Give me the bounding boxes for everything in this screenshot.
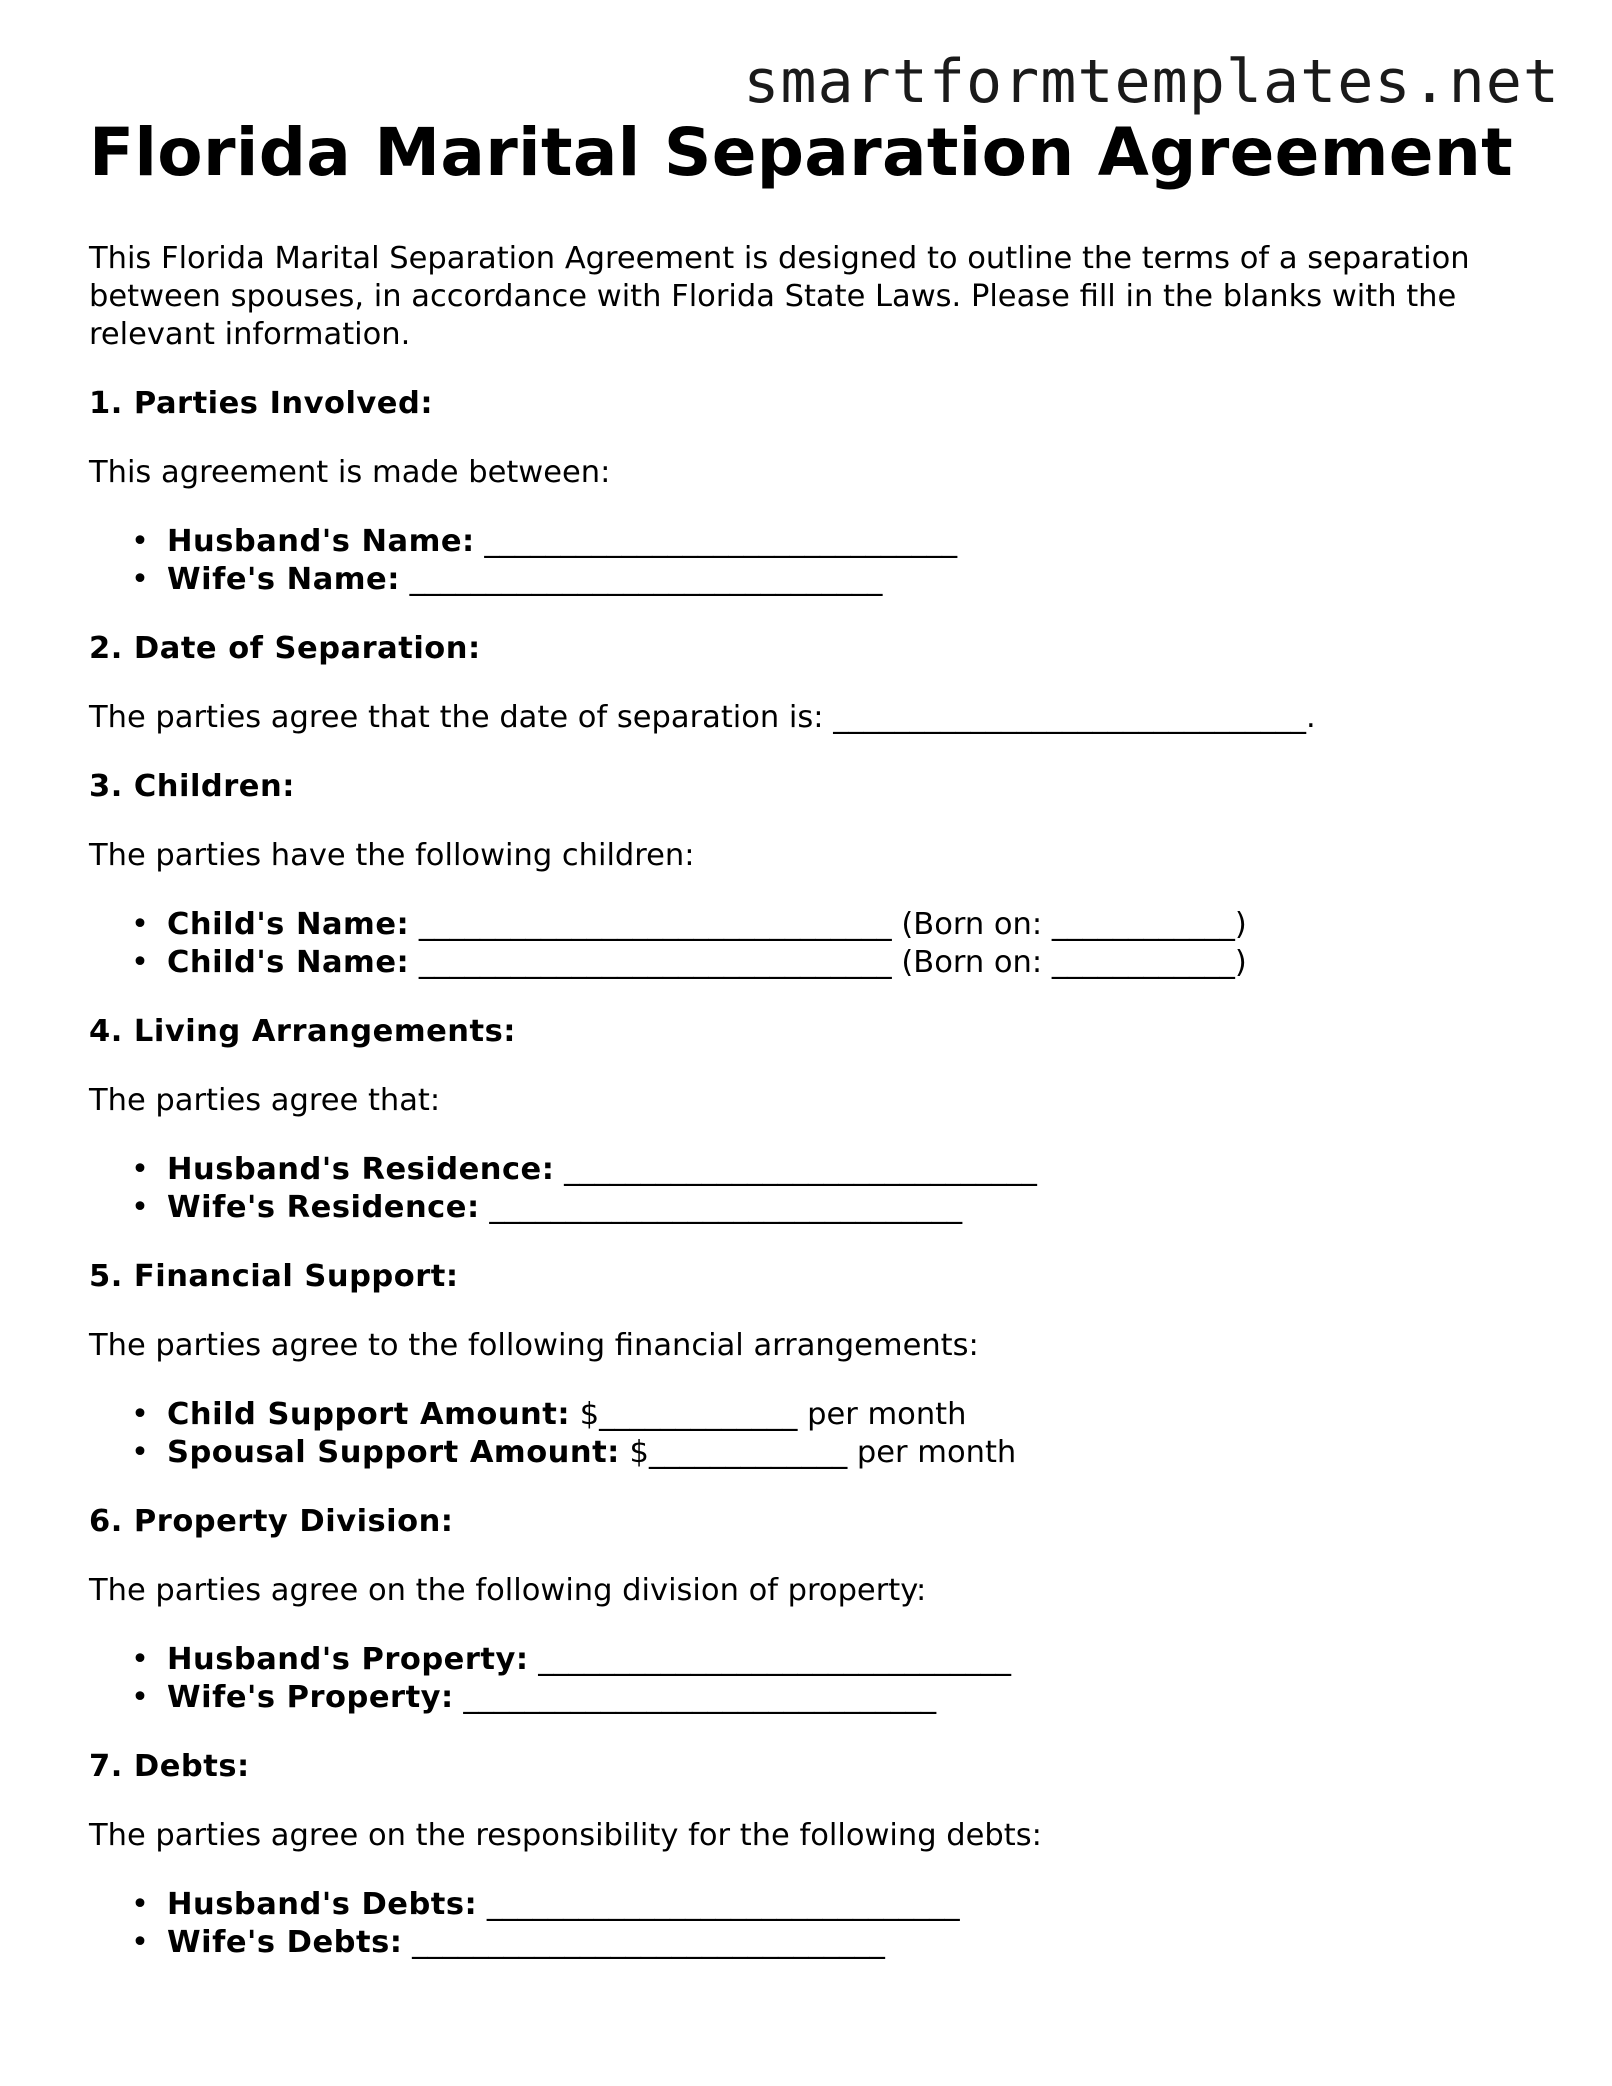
field-list	[89, 1396, 1549, 1472]
field-list	[89, 523, 1549, 599]
page-title: Florida Marital Separation Agreement	[89, 114, 1513, 191]
section-parties-involved	[89, 385, 1549, 599]
section-heading: 7. Debts:	[89, 1749, 250, 1784]
field-blank[interactable]: $_____________ per month	[619, 1435, 1017, 1470]
husband-debts-field[interactable]	[89, 1886, 1549, 1924]
bullet-icon: •	[131, 1887, 149, 1922]
field-label: Husband's Debts:	[167, 1887, 478, 1922]
field-label: Child's Name:	[167, 907, 410, 942]
section-heading: 6. Property Division:	[89, 1504, 454, 1539]
field-blank[interactable]: _______________________________ (Born on: ____________)	[409, 907, 1247, 942]
separation-date-field[interactable]: The parties agree that the date of separation is: _______________________________.	[89, 700, 1316, 735]
husband-residence-field[interactable]	[89, 1151, 1549, 1189]
bullet-icon: •	[131, 562, 149, 597]
bullet-icon: •	[131, 1152, 149, 1187]
field-blank[interactable]: _______________________________	[402, 1925, 885, 1960]
section-heading: 3. Children:	[89, 769, 295, 804]
field-label: Spousal Support Amount:	[167, 1435, 620, 1470]
bullet-icon: •	[131, 1190, 149, 1225]
wife-residence-field[interactable]	[89, 1189, 1549, 1227]
field-list	[89, 1886, 1549, 1962]
field-list	[89, 1151, 1549, 1227]
section-lead: The parties agree on the responsibility for the following debts:	[89, 1818, 1042, 1853]
document-page	[89, 112, 1549, 1962]
section-heading: 2. Date of Separation:	[89, 631, 481, 666]
field-blank[interactable]: _______________________________	[479, 1190, 963, 1225]
bullet-icon: •	[131, 524, 149, 559]
bullet-icon: •	[131, 1435, 149, 1470]
section-debts	[89, 1748, 1549, 1962]
wife-name-field[interactable]	[89, 561, 1549, 599]
bullet-icon: •	[131, 1680, 149, 1715]
section-living-arrangements	[89, 1013, 1549, 1227]
husband-property-field[interactable]	[89, 1641, 1549, 1679]
section-children	[89, 768, 1549, 982]
field-label: Wife's Residence:	[167, 1190, 480, 1225]
child-name-field[interactable]	[89, 906, 1549, 944]
field-label: Wife's Property:	[167, 1680, 454, 1715]
section-lead: The parties agree on the following division of property:	[89, 1573, 927, 1608]
section-heading: 4. Living Arrangements:	[89, 1014, 516, 1049]
section-lead: The parties agree to the following financial arrangements:	[89, 1328, 979, 1363]
field-label: Wife's Debts:	[167, 1925, 403, 1960]
field-list	[89, 906, 1549, 982]
bullet-icon: •	[131, 1397, 149, 1432]
child-name-field[interactable]	[89, 944, 1549, 982]
section-lead: This agreement is made between:	[89, 455, 611, 490]
wife-property-field[interactable]	[89, 1679, 1549, 1717]
child-support-field[interactable]	[89, 1396, 1549, 1434]
field-label: Husband's Name:	[167, 524, 475, 559]
bullet-icon: •	[131, 945, 149, 980]
bullet-icon: •	[131, 1925, 149, 1960]
section-heading: 1. Parties Involved:	[89, 386, 434, 421]
watermark: smartformtemplates.net	[743, 47, 1560, 117]
field-blank[interactable]: _______________________________	[554, 1152, 1037, 1187]
field-label: Child Support Amount:	[167, 1397, 571, 1432]
field-blank[interactable]: _______________________________ (Born on: ____________)	[409, 945, 1247, 980]
bullet-icon: •	[131, 1642, 149, 1677]
section-heading: 5. Financial Support:	[89, 1259, 459, 1294]
field-label: Husband's Property:	[167, 1642, 529, 1677]
section-lead: The parties agree that:	[89, 1083, 441, 1118]
spousal-support-field[interactable]	[89, 1434, 1549, 1472]
field-blank[interactable]: _______________________________	[399, 562, 883, 597]
field-label: Wife's Name:	[167, 562, 400, 597]
field-blank[interactable]: $_____________ per month	[570, 1397, 967, 1432]
field-blank[interactable]: _______________________________	[453, 1680, 937, 1715]
husband-name-field[interactable]	[89, 523, 1549, 561]
field-blank[interactable]: _______________________________	[474, 524, 958, 559]
section-date-of-separation	[89, 630, 1549, 737]
wife-debts-field[interactable]	[89, 1924, 1549, 1962]
field-blank[interactable]: _______________________________	[528, 1642, 1011, 1677]
field-list	[89, 1641, 1549, 1717]
section-property-division	[89, 1503, 1549, 1717]
bullet-icon: •	[131, 907, 149, 942]
field-label: Husband's Residence:	[167, 1152, 555, 1187]
intro-paragraph: This Florida Marital Separation Agreement is designed to outline the terms of a separation between spouses, in accordance with Florida State Laws. Please fill in the blanks with the relevant information.	[89, 241, 1470, 352]
field-blank[interactable]: _______________________________	[477, 1887, 960, 1922]
section-lead: The parties have the following children:	[89, 838, 695, 873]
section-financial-support	[89, 1258, 1549, 1472]
field-label: Child's Name:	[167, 945, 410, 980]
